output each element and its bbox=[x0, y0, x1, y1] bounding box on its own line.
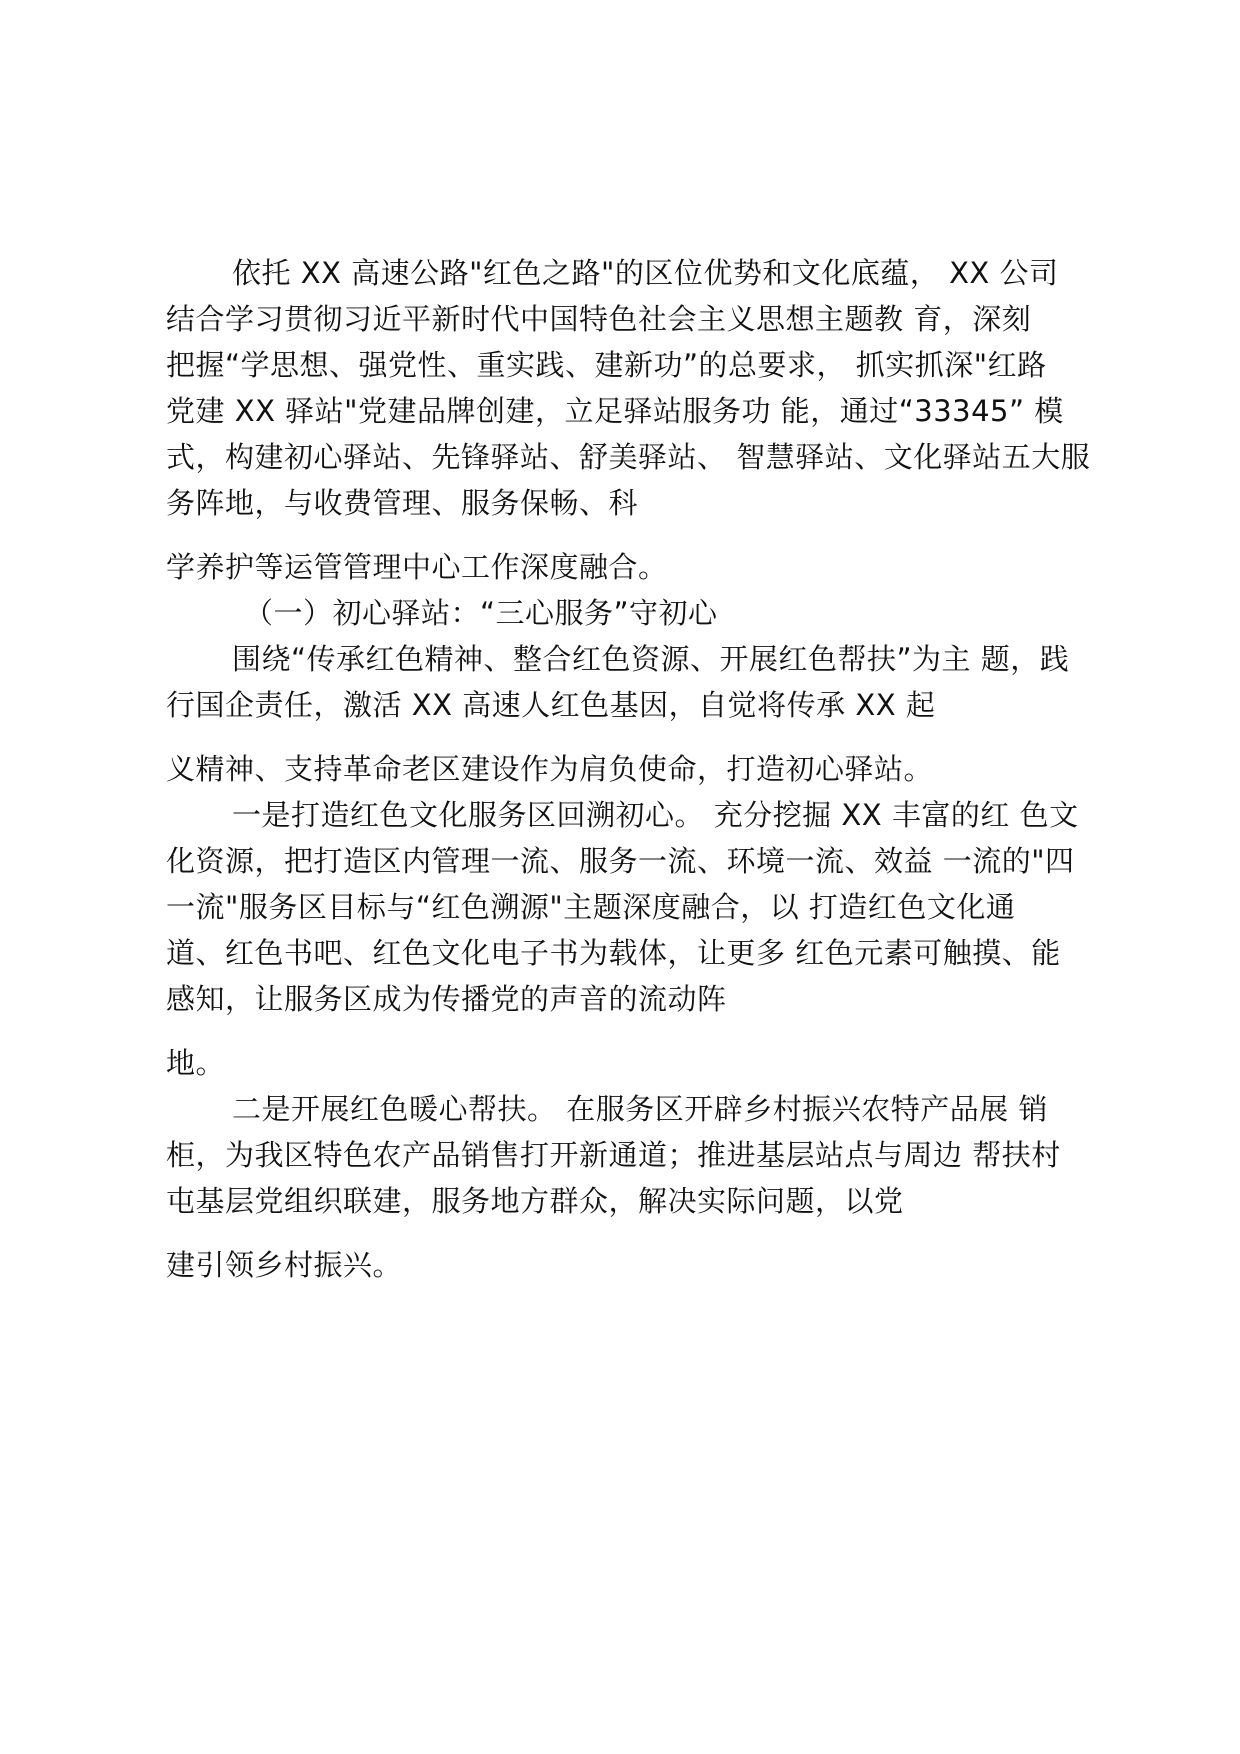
paragraph-4-line-4: 建引领乡村振兴。 bbox=[166, 1248, 403, 1282]
paragraph-1-line-4: 党建 XX 驿站"党建品牌创建，立足驿站服务功 能，通过“33345” 模 bbox=[166, 394, 1064, 428]
paragraph-1-line-5: 式，构建初心驿站、先锋驿站、舒美驿站、 智慧驿站、文化驿站五大服 bbox=[166, 440, 1091, 474]
paragraph-1-line-1: 依托 XX 高速公路"红色之路"的区位优势和文化底蕴， XX 公司 bbox=[232, 256, 1059, 290]
paragraph-2-line-2: 行国企责任，激活 XX 高速人红色基因，自觉将传承 XX 起 bbox=[166, 688, 936, 722]
paragraph-3-line-6: 地。 bbox=[166, 1046, 226, 1080]
paragraph-3-line-1: 一是打造红色文化服务区回溯初心。 充分挖掘 XX 丰富的红 色文 bbox=[232, 798, 1079, 832]
paragraph-4-line-2: 柜，为我区特色农产品销售打开新通道；推进基层站点与周边 帮扶村 bbox=[166, 1138, 1061, 1172]
paragraph-3-line-4: 道、红色书吧、红色文化电子书为载体，让更多 红色元素可触摸、能 bbox=[166, 936, 1061, 970]
paragraph-1-line-7: 学养护等运管管理中心工作深度融合。 bbox=[166, 550, 668, 584]
paragraph-2-line-3: 义精神、支持革命老区建设作为肩负使命，打造初心驿站。 bbox=[166, 752, 934, 786]
paragraph-1-line-3: 把握“学思想、强党性、重实践、建新功”的总要求， 抓实抓深"红路 bbox=[166, 348, 1047, 382]
paragraph-1-line-6: 务阵地，与收费管理、服务保畅、科 bbox=[166, 486, 639, 520]
paragraph-3-line-3: 一流"服务区目标与“红色溯源"主题深度融合，以 打造红色文化通 bbox=[166, 890, 1016, 924]
section-heading-initial-station: （一）初心驿站：“三心服务”守初心 bbox=[244, 596, 718, 630]
paragraph-1-line-2: 结合学习贯彻习近平新时代中国特色社会主义思想主题教 育，深刻 bbox=[166, 302, 1032, 336]
paragraph-3-line-5: 感知，让服务区成为传播党的声音的流动阵 bbox=[166, 982, 727, 1016]
paragraph-4-line-3: 屯基层党组织联建，服务地方群众，解决实际问题，以党 bbox=[166, 1184, 904, 1218]
paragraph-4-line-1: 二是开展红色暖心帮扶。 在服务区开辟乡村振兴农特产品展 销 bbox=[232, 1092, 1048, 1126]
paragraph-2-line-1: 围绕“传承红色精神、整合红色资源、开展红色帮扶”为主 题，践 bbox=[232, 642, 1070, 676]
paragraph-3-line-2: 化资源，把打造区内管理一流、服务一流、环境一流、效益 一流的"四 bbox=[166, 844, 1075, 878]
